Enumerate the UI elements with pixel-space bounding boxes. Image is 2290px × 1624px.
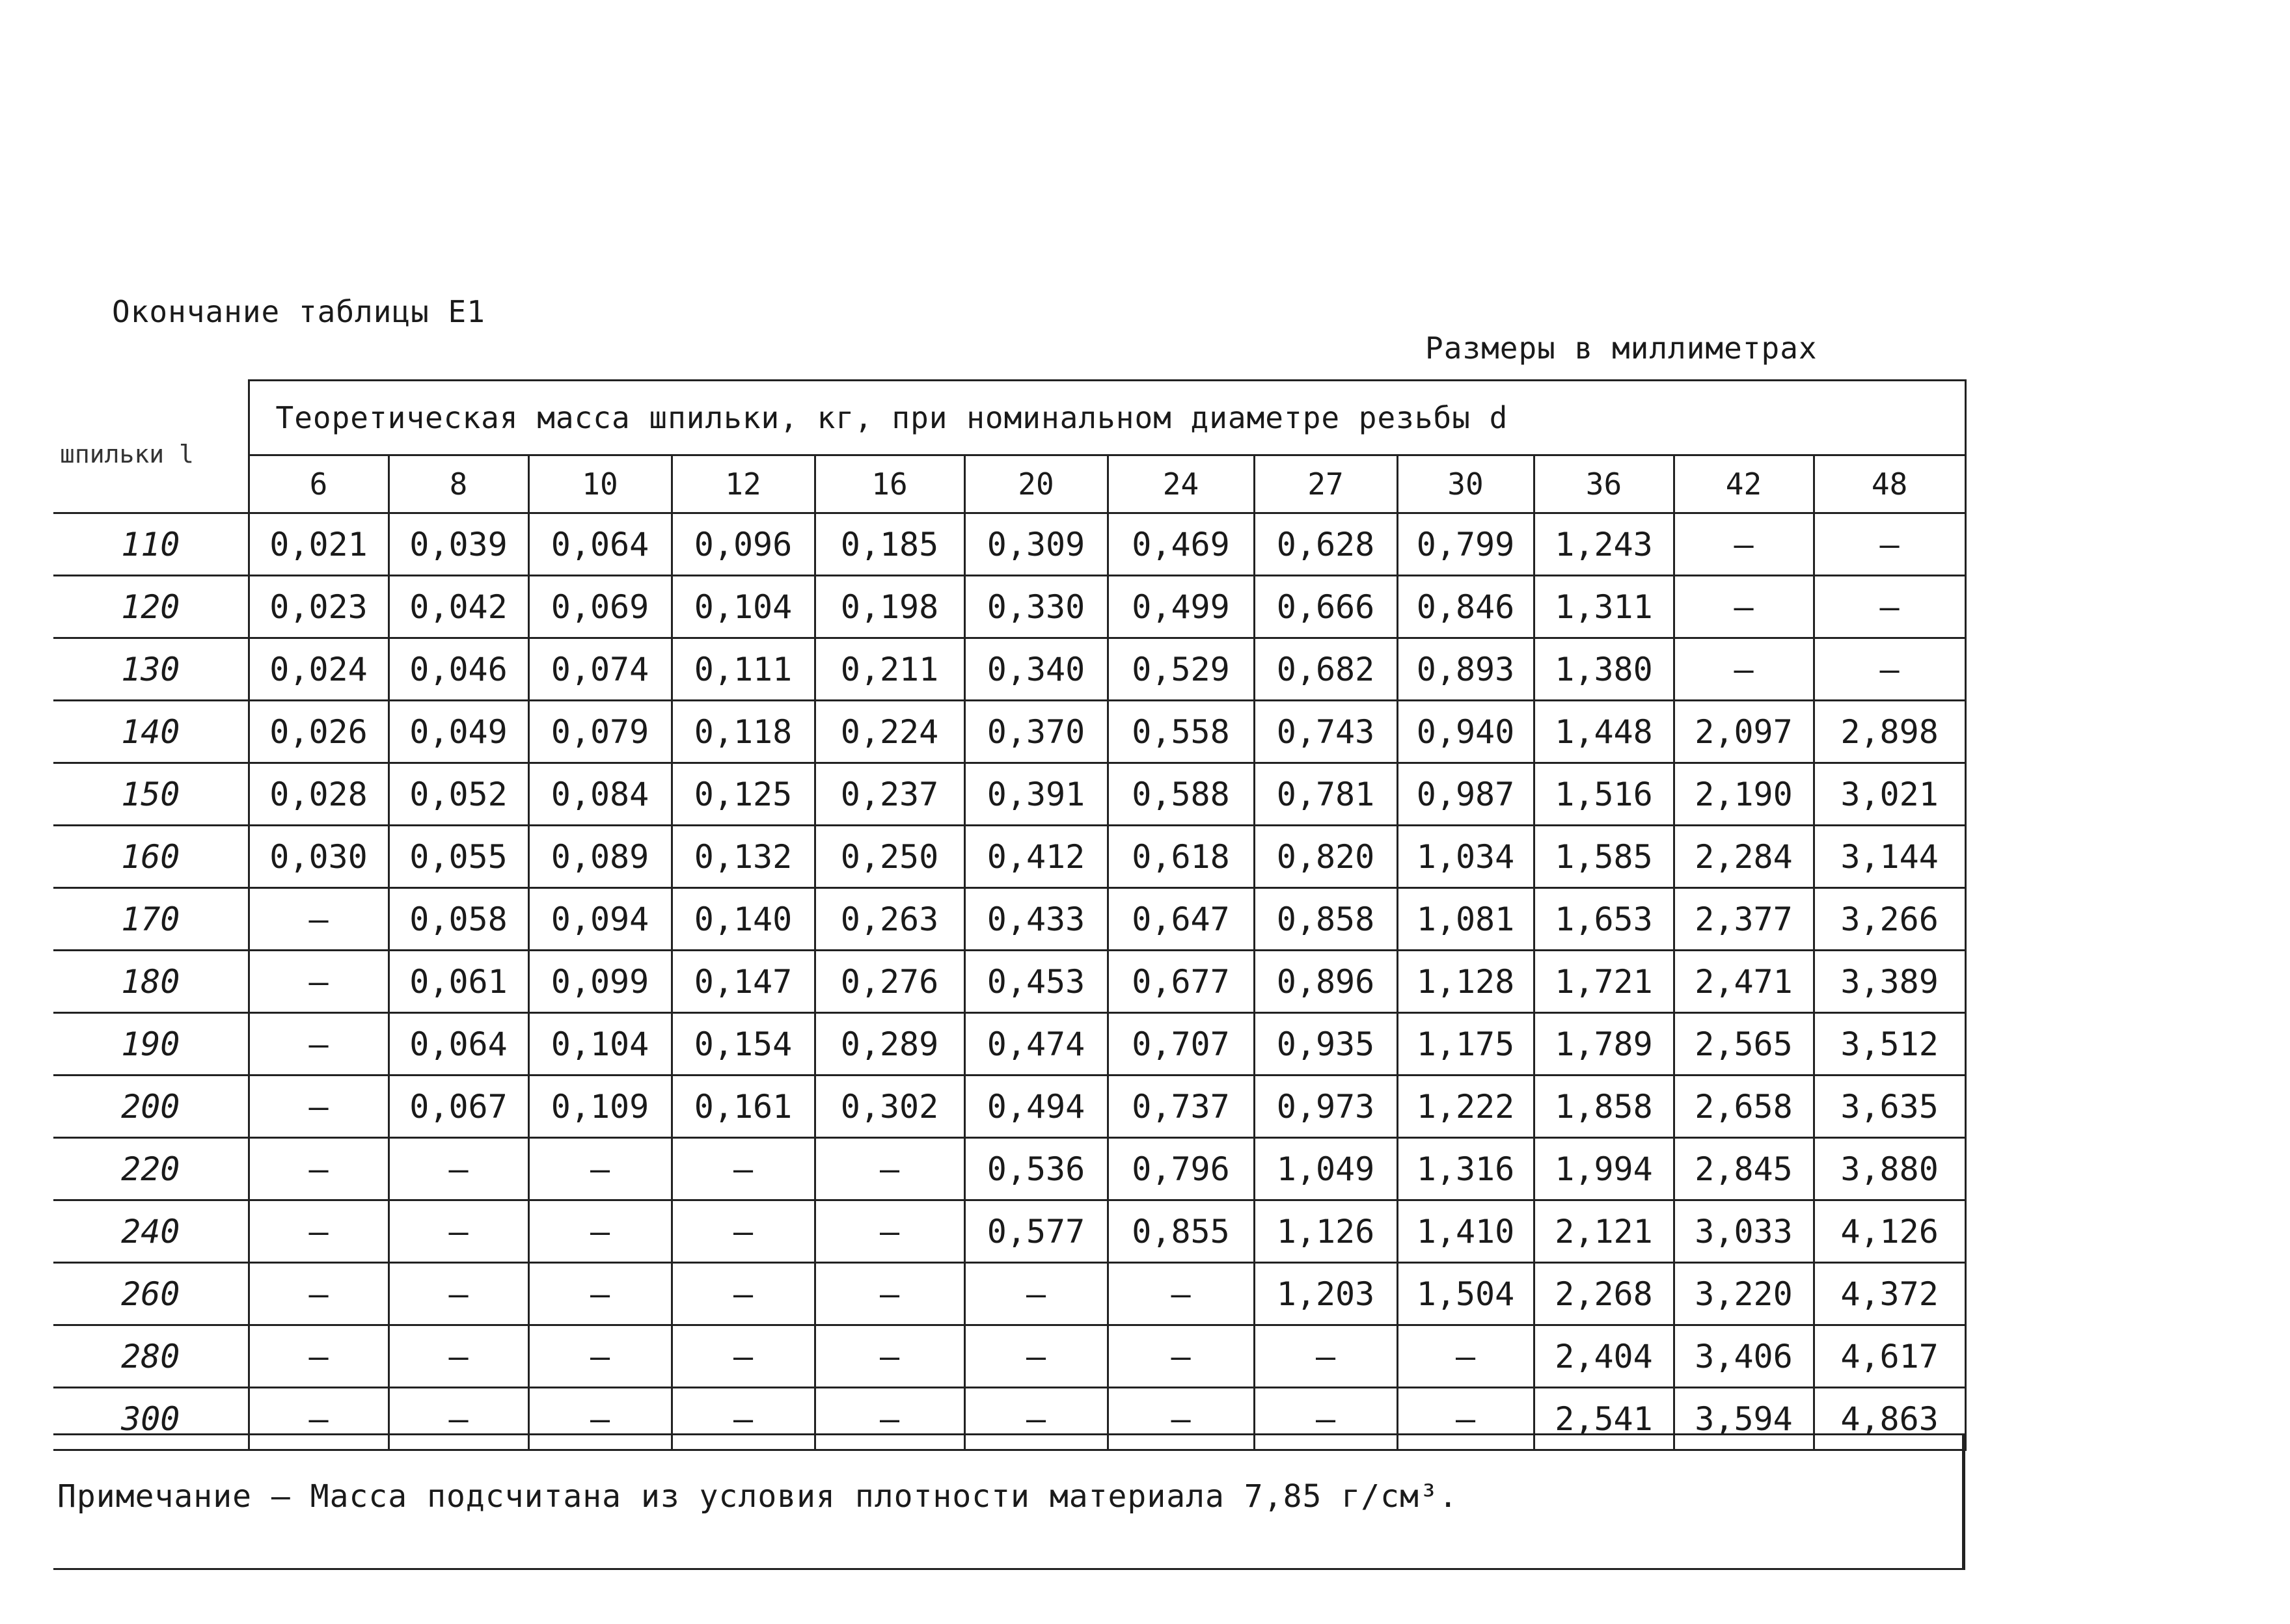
- mass-cell: 0,074: [528, 638, 672, 701]
- mass-cell: 0,104: [672, 576, 815, 638]
- mass-cell: 2,284: [1674, 826, 1814, 888]
- note-box: [53, 1433, 1965, 1570]
- mass-cell: 0,185: [815, 513, 964, 576]
- mass-cell: 0,064: [528, 513, 672, 576]
- mass-cell: 2,121: [1534, 1200, 1674, 1263]
- length-cell: 110: [53, 513, 249, 576]
- mass-cell: 0,893: [1397, 638, 1534, 701]
- mass-cell: –: [388, 1138, 528, 1200]
- diameter-header-cell: 24: [1108, 455, 1254, 513]
- mass-cell: 0,858: [1254, 888, 1397, 951]
- group-header: Теоретическая масса шпильки, кг, при номинальном диаметре резьбы d: [249, 381, 1965, 455]
- mass-cell: 0,067: [388, 1076, 528, 1138]
- mass-cell: –: [249, 1076, 388, 1138]
- mass-cell: 4,617: [1814, 1325, 1965, 1388]
- mass-cell: 0,099: [528, 951, 672, 1013]
- diameter-header-cell: 10: [528, 455, 672, 513]
- mass-cell: –: [249, 1388, 388, 1450]
- diameter-header-cell: 48: [1814, 455, 1965, 513]
- mass-cell: –: [1814, 638, 1965, 701]
- stub-header: [53, 381, 249, 513]
- mass-cell: 0,677: [1108, 951, 1254, 1013]
- mass-cell: 4,863: [1814, 1388, 1965, 1450]
- length-cell: 140: [53, 701, 249, 763]
- mass-cell: 0,558: [1108, 701, 1254, 763]
- mass-cell: 0,211: [815, 638, 964, 701]
- table-row: [53, 1263, 1965, 1325]
- table-row: [53, 1325, 1965, 1388]
- mass-cell: 4,372: [1814, 1263, 1965, 1325]
- mass-cell: 0,499: [1108, 576, 1254, 638]
- mass-cell: –: [1108, 1388, 1254, 1450]
- mass-cell: 0,453: [964, 951, 1108, 1013]
- mass-cell: 0,940: [1397, 701, 1534, 763]
- mass-cell: 0,030: [249, 826, 388, 888]
- table-row: [53, 1200, 1965, 1263]
- mass-cell: 0,577: [964, 1200, 1108, 1263]
- mass-cell: 0,023: [249, 576, 388, 638]
- table-body: [53, 513, 1965, 1450]
- mass-cell: 3,594: [1674, 1388, 1814, 1450]
- mass-cell: 1,789: [1534, 1013, 1674, 1076]
- mass-cell: –: [672, 1263, 815, 1325]
- mass-cell: –: [528, 1325, 672, 1388]
- mass-cell: –: [815, 1200, 964, 1263]
- mass-cell: 3,880: [1814, 1138, 1965, 1200]
- mass-cell: –: [672, 1388, 815, 1450]
- mass-cell: –: [528, 1200, 672, 1263]
- mass-cell: –: [528, 1388, 672, 1450]
- mass-cell: 1,516: [1534, 763, 1674, 826]
- mass-cell: –: [1674, 638, 1814, 701]
- diameter-header-cell: 30: [1397, 455, 1534, 513]
- mass-cell: 0,628: [1254, 513, 1397, 576]
- mass-cell: –: [1254, 1388, 1397, 1450]
- mass-cell: 4,126: [1814, 1200, 1965, 1263]
- mass-cell: 0,309: [964, 513, 1108, 576]
- mass-cell: 2,097: [1674, 701, 1814, 763]
- length-cell: 180: [53, 951, 249, 1013]
- table-row: [53, 638, 1965, 701]
- mass-cell: 1,316: [1397, 1138, 1534, 1200]
- mass-cell: 0,042: [388, 576, 528, 638]
- mass-cell: 0,069: [528, 576, 672, 638]
- mass-cell: –: [388, 1325, 528, 1388]
- mass-cell: 0,096: [672, 513, 815, 576]
- mass-cell: 0,250: [815, 826, 964, 888]
- length-cell: 190: [53, 1013, 249, 1076]
- diameter-header-cell: 20: [964, 455, 1108, 513]
- mass-cell: 3,389: [1814, 951, 1965, 1013]
- mass-cell: 0,855: [1108, 1200, 1254, 1263]
- mass-cell: –: [815, 1388, 964, 1450]
- mass-cell: 0,111: [672, 638, 815, 701]
- mass-cell: –: [815, 1138, 964, 1200]
- mass-cell: 0,935: [1254, 1013, 1397, 1076]
- diameter-header-cell: 27: [1254, 455, 1397, 513]
- mass-cell: –: [815, 1325, 964, 1388]
- table-row: [53, 1013, 1965, 1076]
- mass-cell: 2,268: [1534, 1263, 1674, 1325]
- mass-cell: –: [388, 1200, 528, 1263]
- mass-cell: 0,494: [964, 1076, 1108, 1138]
- mass-cell: 1,049: [1254, 1138, 1397, 1200]
- mass-cell: 0,052: [388, 763, 528, 826]
- mass-cell: –: [1397, 1388, 1534, 1450]
- mass-cell: 0,743: [1254, 701, 1397, 763]
- table-row: [53, 576, 1965, 638]
- mass-table: [53, 379, 1967, 1451]
- mass-cell: 1,721: [1534, 951, 1674, 1013]
- mass-cell: 1,126: [1254, 1200, 1397, 1263]
- diameter-header-cell: 42: [1674, 455, 1814, 513]
- mass-cell: 0,147: [672, 951, 815, 1013]
- table-row: [53, 888, 1965, 951]
- mass-cell: 0,340: [964, 638, 1108, 701]
- mass-cell: –: [1108, 1263, 1254, 1325]
- table-frame: [53, 379, 1965, 1570]
- table-row: [53, 513, 1965, 576]
- mass-cell: 1,175: [1397, 1013, 1534, 1076]
- mass-cell: 0,799: [1397, 513, 1534, 576]
- mass-cell: –: [1254, 1325, 1397, 1388]
- mass-cell: –: [964, 1325, 1108, 1388]
- mass-cell: 0,094: [528, 888, 672, 951]
- mass-cell: 3,220: [1674, 1263, 1814, 1325]
- footnote: Примечание – Масса подсчитана из условия плотности материала 7,85 г/см³.: [57, 1478, 1458, 1515]
- mass-cell: 3,021: [1814, 763, 1965, 826]
- mass-cell: 3,266: [1814, 888, 1965, 951]
- mass-cell: 0,089: [528, 826, 672, 888]
- mass-cell: –: [1674, 513, 1814, 576]
- mass-cell: –: [672, 1200, 815, 1263]
- mass-cell: 0,682: [1254, 638, 1397, 701]
- mass-cell: 0,330: [964, 576, 1108, 638]
- mass-cell: 0,161: [672, 1076, 815, 1138]
- mass-cell: 0,028: [249, 763, 388, 826]
- length-cell: 120: [53, 576, 249, 638]
- mass-cell: –: [815, 1263, 964, 1325]
- mass-cell: 0,084: [528, 763, 672, 826]
- length-cell: 200: [53, 1076, 249, 1138]
- mass-cell: 0,021: [249, 513, 388, 576]
- mass-cell: 1,653: [1534, 888, 1674, 951]
- mass-cell: 0,224: [815, 701, 964, 763]
- mass-cell: 0,647: [1108, 888, 1254, 951]
- mass-cell: 0,064: [388, 1013, 528, 1076]
- mass-cell: 0,781: [1254, 763, 1397, 826]
- mass-cell: 0,198: [815, 576, 964, 638]
- mass-cell: 0,109: [528, 1076, 672, 1138]
- mass-cell: 2,541: [1534, 1388, 1674, 1450]
- mass-cell: 0,536: [964, 1138, 1108, 1200]
- mass-cell: 3,033: [1674, 1200, 1814, 1263]
- mass-cell: 0,140: [672, 888, 815, 951]
- mass-cell: 0,263: [815, 888, 964, 951]
- mass-cell: 1,994: [1534, 1138, 1674, 1200]
- mass-cell: 0,289: [815, 1013, 964, 1076]
- mass-cell: 3,406: [1674, 1325, 1814, 1388]
- mass-cell: 0,796: [1108, 1138, 1254, 1200]
- mass-cell: –: [388, 1263, 528, 1325]
- mass-cell: –: [388, 1388, 528, 1450]
- mass-cell: 1,504: [1397, 1263, 1534, 1325]
- mass-cell: 2,377: [1674, 888, 1814, 951]
- length-cell: 150: [53, 763, 249, 826]
- table-row: [53, 826, 1965, 888]
- diameter-header-cell: 12: [672, 455, 815, 513]
- mass-cell: –: [528, 1138, 672, 1200]
- length-cell: 300: [53, 1388, 249, 1450]
- mass-cell: 0,118: [672, 701, 815, 763]
- diameter-header-cell: 16: [815, 455, 964, 513]
- table-caption: Окончание таблицы Е1: [112, 294, 485, 329]
- mass-cell: 0,846: [1397, 576, 1534, 638]
- mass-cell: 1,243: [1534, 513, 1674, 576]
- mass-cell: 1,380: [1534, 638, 1674, 701]
- mass-cell: –: [1108, 1325, 1254, 1388]
- mass-cell: 2,190: [1674, 763, 1814, 826]
- mass-cell: –: [964, 1263, 1108, 1325]
- mass-cell: 2,471: [1674, 951, 1814, 1013]
- mass-cell: 3,512: [1814, 1013, 1965, 1076]
- mass-cell: 2,565: [1674, 1013, 1814, 1076]
- length-cell: 260: [53, 1263, 249, 1325]
- mass-cell: 3,144: [1814, 826, 1965, 888]
- mass-cell: 1,222: [1397, 1076, 1534, 1138]
- units-label: Размеры в миллиметрах: [1425, 331, 1818, 366]
- mass-cell: 0,104: [528, 1013, 672, 1076]
- mass-cell: 0,046: [388, 638, 528, 701]
- mass-cell: 0,707: [1108, 1013, 1254, 1076]
- mass-cell: 0,039: [388, 513, 528, 576]
- diameter-header-cell: 8: [388, 455, 528, 513]
- table-row: [53, 1138, 1965, 1200]
- mass-cell: 0,026: [249, 701, 388, 763]
- length-cell: 130: [53, 638, 249, 701]
- mass-cell: 0,896: [1254, 951, 1397, 1013]
- mass-cell: 2,898: [1814, 701, 1965, 763]
- mass-cell: 0,469: [1108, 513, 1254, 576]
- mass-cell: 1,858: [1534, 1076, 1674, 1138]
- mass-cell: 2,404: [1534, 1325, 1674, 1388]
- mass-cell: 0,737: [1108, 1076, 1254, 1138]
- mass-cell: 0,618: [1108, 826, 1254, 888]
- mass-cell: 0,588: [1108, 763, 1254, 826]
- mass-cell: 0,412: [964, 826, 1108, 888]
- mass-cell: 0,024: [249, 638, 388, 701]
- mass-cell: –: [672, 1325, 815, 1388]
- length-cell: 220: [53, 1138, 249, 1200]
- mass-cell: 0,049: [388, 701, 528, 763]
- mass-cell: 1,585: [1534, 826, 1674, 888]
- mass-cell: –: [1674, 576, 1814, 638]
- mass-cell: 0,061: [388, 951, 528, 1013]
- mass-cell: 0,132: [672, 826, 815, 888]
- mass-cell: 0,302: [815, 1076, 964, 1138]
- mass-cell: 0,391: [964, 763, 1108, 826]
- mass-cell: 1,448: [1534, 701, 1674, 763]
- mass-cell: –: [528, 1263, 672, 1325]
- diameter-header-row: [53, 455, 1965, 513]
- mass-cell: –: [1814, 576, 1965, 638]
- mass-cell: 0,474: [964, 1013, 1108, 1076]
- mass-cell: 0,125: [672, 763, 815, 826]
- table-row: [53, 1076, 1965, 1138]
- mass-cell: 2,658: [1674, 1076, 1814, 1138]
- table-row: [53, 951, 1965, 1013]
- mass-cell: 0,666: [1254, 576, 1397, 638]
- mass-cell: –: [249, 1138, 388, 1200]
- mass-cell: 0,154: [672, 1013, 815, 1076]
- mass-cell: –: [249, 1325, 388, 1388]
- mass-cell: 0,973: [1254, 1076, 1397, 1138]
- length-cell: 280: [53, 1325, 249, 1388]
- mass-cell: –: [249, 888, 388, 951]
- mass-cell: –: [249, 1013, 388, 1076]
- mass-cell: 0,058: [388, 888, 528, 951]
- mass-cell: 0,276: [815, 951, 964, 1013]
- length-cell: 170: [53, 888, 249, 951]
- mass-cell: 0,529: [1108, 638, 1254, 701]
- table-row: [53, 701, 1965, 763]
- mass-cell: 1,311: [1534, 576, 1674, 638]
- table-row: [53, 763, 1965, 826]
- stub-header-label: шпильки l: [60, 440, 194, 469]
- length-cell: 160: [53, 826, 249, 888]
- mass-cell: 0,079: [528, 701, 672, 763]
- diameter-header-cell: 6: [249, 455, 388, 513]
- mass-cell: 0,820: [1254, 826, 1397, 888]
- diameter-header-cell: 36: [1534, 455, 1674, 513]
- length-cell: 240: [53, 1200, 249, 1263]
- mass-cell: 0,055: [388, 826, 528, 888]
- mass-cell: 0,987: [1397, 763, 1534, 826]
- mass-cell: –: [249, 1263, 388, 1325]
- mass-cell: –: [964, 1388, 1108, 1450]
- mass-cell: –: [249, 951, 388, 1013]
- mass-cell: –: [249, 1200, 388, 1263]
- mass-cell: 2,845: [1674, 1138, 1814, 1200]
- mass-cell: 0,237: [815, 763, 964, 826]
- mass-cell: –: [1814, 513, 1965, 576]
- mass-cell: 3,635: [1814, 1076, 1965, 1138]
- mass-cell: –: [1397, 1325, 1534, 1388]
- mass-cell: 1,034: [1397, 826, 1534, 888]
- mass-cell: 1,081: [1397, 888, 1534, 951]
- mass-cell: 0,370: [964, 701, 1108, 763]
- mass-cell: 1,203: [1254, 1263, 1397, 1325]
- mass-cell: 1,410: [1397, 1200, 1534, 1263]
- mass-cell: 1,128: [1397, 951, 1534, 1013]
- mass-cell: 0,433: [964, 888, 1108, 951]
- mass-cell: –: [672, 1138, 815, 1200]
